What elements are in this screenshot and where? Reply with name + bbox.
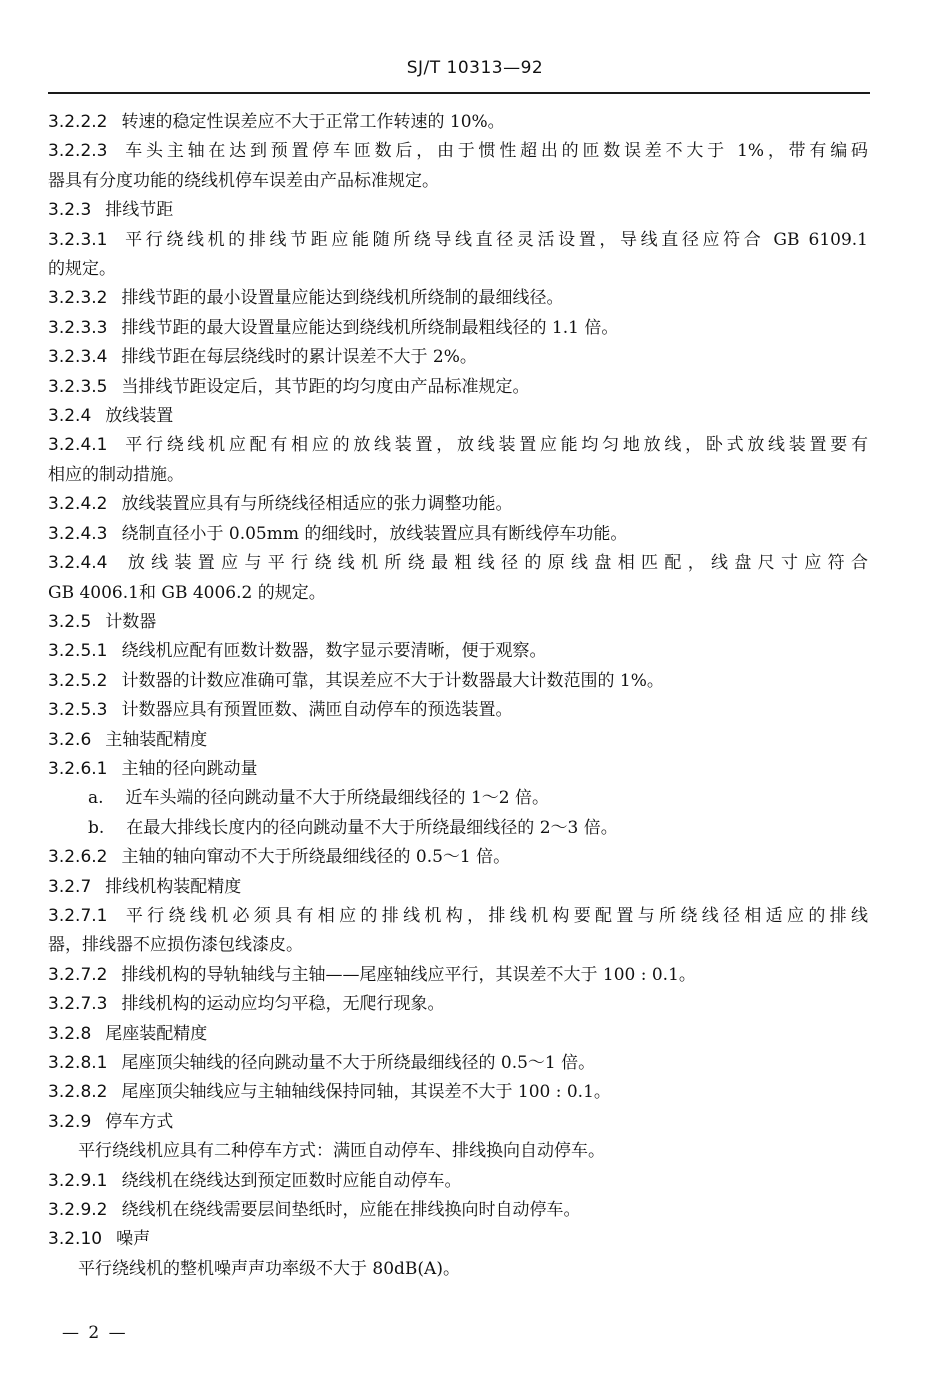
clause-line bbox=[48, 755, 868, 784]
clause-text: 尾座顶尖轴线应与主轴轴线保持同轴，其误差不大于 100 : 0.1。 bbox=[121, 1082, 611, 1103]
section-title: 排线节距 bbox=[105, 200, 174, 221]
clause-text: 相应的制动措施。 bbox=[48, 464, 184, 485]
clause-number: 3.2.7.1 bbox=[48, 905, 108, 926]
section-heading bbox=[48, 1108, 868, 1137]
clause-number: 3.2.2.3 bbox=[48, 141, 108, 162]
clause-text: 器具有分度功能的绕线机停车误差由产品标准规定。 bbox=[48, 170, 439, 191]
section-number: 3.2.4 bbox=[48, 406, 92, 427]
clause-text: 转速的稳定性误差应不大于正常工作转速的 10%。 bbox=[121, 112, 505, 132]
clause-number: 3.2.3.3 bbox=[48, 317, 108, 338]
section-number: 3.2.10 bbox=[48, 1229, 103, 1250]
clause-number: 3.2.5.2 bbox=[48, 670, 108, 691]
continuation-line bbox=[48, 931, 868, 960]
clause-number: 3.2.4.3 bbox=[48, 523, 108, 544]
clause-text: 排线节距的最小设置量应能达到绕线机所绕制的最细线径。 bbox=[121, 288, 564, 309]
section-number: 3.2.6 bbox=[48, 729, 92, 750]
clause-text: 主轴的轴向窜动不大于所绕最细线径的 0.5～1 倍。 bbox=[121, 847, 511, 868]
clause-text: 平行绕线机必须具有相应的排线机构，排线机构要配置与所绕线径相适应的排线 bbox=[121, 905, 868, 926]
clause-line bbox=[48, 1078, 868, 1107]
clause-text: 排线机构的运动应均匀平稳，无爬行现象。 bbox=[121, 994, 445, 1015]
clause-text: 当排线节距设定后，其节距的均匀度由产品标准规定。 bbox=[121, 376, 530, 397]
section-heading bbox=[48, 873, 868, 902]
clause-line bbox=[48, 284, 868, 313]
clause-number: 3.2.7.3 bbox=[48, 994, 108, 1015]
clause-number: 3.2.5.3 bbox=[48, 700, 108, 721]
section-title: 尾座装配精度 bbox=[105, 1023, 208, 1044]
section-heading bbox=[48, 196, 868, 225]
continuation-line bbox=[48, 255, 868, 284]
clause-line bbox=[48, 226, 868, 255]
clause-number: 3.2.4.1 bbox=[48, 435, 108, 456]
clause-number: 3.2.6.2 bbox=[48, 847, 108, 868]
clause-text: 车头主轴在达到预置停车匝数后，由于惯性超出的匝数误差不大于 1%，带有编码 bbox=[121, 141, 868, 162]
paragraph-line bbox=[48, 1255, 868, 1284]
list-item bbox=[48, 784, 868, 813]
list-item bbox=[48, 814, 868, 843]
clause-text: 绕制直径小于 0.05mm 的细线时，放线装置应具有断线停车功能。 bbox=[121, 523, 628, 544]
paragraph-text: 平行绕线机的整机噪声声功率级不大于 80dB(A)。 bbox=[78, 1258, 460, 1279]
clause-line bbox=[48, 1167, 868, 1196]
clause-number: 3.2.4.2 bbox=[48, 494, 108, 515]
clause-line bbox=[48, 902, 868, 931]
paragraph-text: 平行绕线机应具有二种停车方式：满匝自动停车、排线换向自动停车。 bbox=[78, 1141, 605, 1162]
clause-text: 主轴的径向跳动量 bbox=[121, 758, 258, 779]
clause-number: 3.2.5.1 bbox=[48, 641, 108, 662]
clause-text: 排线机构的导轨轴线与主轴——尾座轴线应平行，其误差不大于 100 : 0.1。 bbox=[121, 964, 696, 985]
clause-text: 计数器应具有预置匝数、满匝自动停车的预选装置。 bbox=[121, 700, 513, 721]
clause-line bbox=[48, 431, 868, 460]
clause-text: 排线节距在每层绕线时的累计误差不大于 2%。 bbox=[121, 347, 477, 368]
clause-line bbox=[48, 843, 868, 872]
clause-text: 的规定。 bbox=[48, 259, 116, 280]
header-rule bbox=[48, 92, 870, 94]
section-heading bbox=[48, 1020, 868, 1049]
clause-text: 绕线机应配有匝数计数器，数字显示要清晰，便于观察。 bbox=[121, 641, 547, 662]
clause-number: 3.2.3.1 bbox=[48, 229, 108, 250]
document-body bbox=[48, 108, 868, 1284]
clause-number: 3.2.9.1 bbox=[48, 1170, 108, 1191]
clause-text: 平行绕线机的排线节距应能随所绕导线直径灵活设置，导线直径应符合 GB 6109.1 bbox=[121, 229, 868, 250]
clause-number: 3.2.3.5 bbox=[48, 376, 108, 397]
list-item-text: 在最大排线长度内的径向跳动量不大于所绕最细线径的 2～3 倍。 bbox=[126, 817, 618, 838]
clause-text: 平行绕线机应配有相应的放线装置，放线装置应能均匀地放线，卧式放线装置要有 bbox=[121, 435, 868, 456]
clause-number: 3.2.2.2 bbox=[48, 112, 108, 132]
section-number: 3.2.8 bbox=[48, 1023, 92, 1044]
clause-number: 3.2.3.4 bbox=[48, 347, 108, 368]
clause-line bbox=[48, 990, 868, 1019]
clause-line bbox=[48, 520, 868, 549]
clause-text: GB 4006.1和 GB 4006.2 的规定。 bbox=[48, 582, 326, 603]
section-title: 停车方式 bbox=[105, 1111, 174, 1132]
section-number: 3.2.9 bbox=[48, 1111, 92, 1132]
clause-line bbox=[48, 137, 868, 166]
clause-line bbox=[48, 108, 868, 137]
clause-line bbox=[48, 343, 868, 372]
clause-number: 3.2.7.2 bbox=[48, 964, 108, 985]
section-title: 主轴装配精度 bbox=[105, 729, 208, 750]
clause-line bbox=[48, 696, 868, 725]
section-number: 3.2.7 bbox=[48, 876, 92, 897]
clause-line bbox=[48, 1196, 868, 1225]
clause-number: 3.2.3.2 bbox=[48, 288, 108, 309]
clause-line bbox=[48, 961, 868, 990]
section-title: 排线机构装配精度 bbox=[105, 876, 242, 897]
list-marker: a. bbox=[88, 788, 104, 809]
continuation-line bbox=[48, 579, 868, 608]
list-marker: b. bbox=[88, 817, 105, 838]
section-heading bbox=[48, 402, 868, 431]
clause-text: 计数器的计数应准确可靠，其误差应不大于计数器最大计数范围的 1%。 bbox=[121, 670, 664, 691]
clause-text: 排线节距的最大设置量应能达到绕线机所绕制最粗线径的 1.1 倍。 bbox=[121, 317, 619, 338]
list-item-text: 近车头端的径向跳动量不大于所绕最细线径的 1～2 倍。 bbox=[125, 788, 549, 809]
clause-text: 绕线机在绕线达到预定匝数时应能自动停车。 bbox=[121, 1170, 462, 1191]
clause-number: 3.2.8.2 bbox=[48, 1082, 108, 1103]
clause-line bbox=[48, 314, 868, 343]
clause-text: 器，排线器不应损伤漆包线漆皮。 bbox=[48, 935, 303, 956]
section-number: 3.2.5 bbox=[48, 611, 92, 632]
paragraph-line bbox=[48, 1137, 868, 1166]
clause-line bbox=[48, 1049, 868, 1078]
continuation-line bbox=[48, 167, 868, 196]
clause-line bbox=[48, 637, 868, 666]
section-title: 放线装置 bbox=[105, 406, 174, 427]
clause-line bbox=[48, 667, 868, 696]
section-number: 3.2.3 bbox=[48, 200, 92, 221]
clause-line bbox=[48, 490, 868, 519]
section-title: 噪声 bbox=[116, 1229, 151, 1250]
page-number: — 2 — bbox=[62, 1323, 128, 1343]
section-title: 计数器 bbox=[105, 611, 157, 632]
clause-line bbox=[48, 549, 868, 578]
clause-number: 3.2.9.2 bbox=[48, 1200, 108, 1221]
section-heading bbox=[48, 1225, 868, 1254]
section-heading bbox=[48, 726, 868, 755]
clause-line bbox=[48, 373, 868, 402]
clause-text: 尾座顶尖轴线的径向跳动量不大于所绕最细线径的 0.5～1 倍。 bbox=[121, 1053, 596, 1073]
document-header: SJ/T 10313—92 bbox=[406, 58, 544, 78]
clause-text: 放线装置应与平行绕线机所绕最粗线径的原线盘相匹配，线盘尺寸应符合 bbox=[121, 553, 868, 574]
clause-number: 3.2.6.1 bbox=[48, 758, 108, 779]
clause-text: 绕线机在绕线需要层间垫纸时，应能在排线换向时自动停车。 bbox=[121, 1200, 581, 1221]
continuation-line bbox=[48, 461, 868, 490]
section-heading bbox=[48, 608, 868, 637]
clause-number: 3.2.8.1 bbox=[48, 1053, 108, 1073]
clause-number: 3.2.4.4 bbox=[48, 553, 108, 574]
clause-text: 放线装置应具有与所绕线径相适应的张力调整功能。 bbox=[121, 494, 513, 515]
